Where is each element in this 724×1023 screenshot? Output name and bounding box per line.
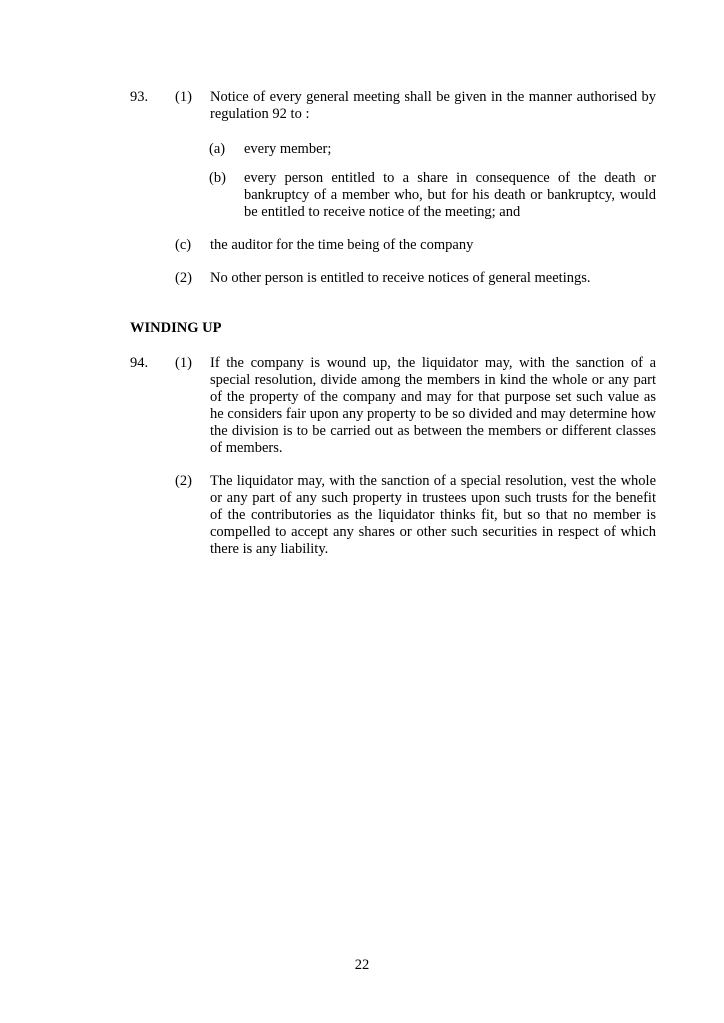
clause-93-number: 93. — [130, 89, 149, 105]
clause-93-a-text: every member; — [244, 141, 332, 157]
clause-94-2-label: (2) — [175, 473, 192, 489]
clause-93-b-label: (b) — [209, 170, 226, 186]
clause-93-a-label: (a) — [209, 141, 226, 157]
clause-94-number: 94. — [130, 355, 149, 371]
clause-93-c-label: (c) — [175, 237, 192, 253]
clause-93-2-text: No other person is entitled to receive notices of general meetings. — [210, 270, 591, 286]
section-heading-winding-up: WINDING UP — [130, 320, 222, 336]
clause-94-2-text: The liquidator may, with the sanction of a special resolution, vest the whole or any part of any such property in trustees upon such trusts for the benefit of the contributories as the liquidator thinks fit, but so that no member is compelled to accept any shares or other such securities in respect of which there is any liability. — [210, 473, 656, 557]
clause-94-1-text: If the company is wound up, the liquidator may, with the sanction of a special resolution, divide among the members in kind the whole or any part of the property of the company and may for that purpose set such value as he considers fair upon any property to be so divided and may determine how the division is to be carried out as between the members or different classes of members. — [210, 355, 656, 456]
clause-93-b-text: every person entitled to a share in consequence of the death or bankruptcy of a member who, but for his death or bankruptcy, would be entitled to receive notice of the meeting; and — [244, 170, 656, 220]
clause-94-1-label: (1) — [175, 355, 192, 371]
clause-93-1-label: (1) — [175, 89, 192, 105]
clause-93-2-label: (2) — [175, 270, 192, 286]
clause-93-c-text: the auditor for the time being of the company — [210, 237, 474, 253]
page-number: 22 — [354, 957, 370, 973]
clause-93-1-text: Notice of every general meeting shall be given in the manner authorised by regulation 92 to : — [210, 89, 656, 122]
